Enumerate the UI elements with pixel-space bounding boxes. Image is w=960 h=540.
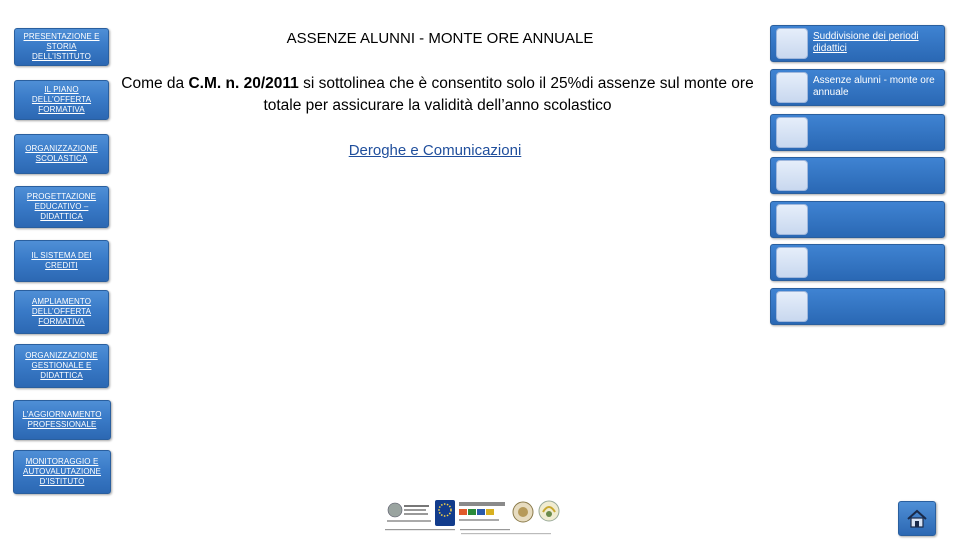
- eu-flag-logo: [435, 500, 455, 526]
- deroghe-link[interactable]: Deroghe e Comunicazioni: [348, 142, 522, 159]
- circular-reference: C.M. n. 20/2011: [188, 75, 299, 92]
- left-navigation: [0, 0, 120, 540]
- ministry-logo: [387, 500, 431, 526]
- right-item-assenze[interactable]: [770, 69, 945, 106]
- thumbnail-icon: [776, 160, 808, 191]
- nav-label: MONITORAGGIO E AUTOVALUTAZIONE D’ISTITUTO: [23, 457, 101, 486]
- right-item-6[interactable]: [770, 244, 945, 281]
- thumbnail-icon: [776, 204, 808, 235]
- nav-label: ORGANIZZAZIONE SCOLASTICA: [25, 144, 98, 163]
- text-suffix: si sottolinea che è consentito solo il 25%di assenze sul monte ore totale per assicurare la validità dell’anno scolastico: [263, 75, 754, 114]
- nav-label: IL PIANO DELL’OFFERTA FORMATIVA: [31, 85, 92, 114]
- nav-organizzazione-scolastica[interactable]: [14, 134, 109, 174]
- main-paragraph: [110, 73, 765, 117]
- right-item-label: Suddivisione dei periodi didattici: [813, 31, 919, 54]
- nav-label: PRESENTAZIONE E STORIA DELL’ISTITUTO: [23, 32, 100, 61]
- thumbnail-icon: [776, 28, 808, 59]
- thumbnail-icon: [776, 72, 808, 103]
- nav-presentazione[interactable]: [14, 28, 109, 66]
- nav-progettazione[interactable]: [14, 186, 109, 228]
- right-item-suddivisione[interactable]: [770, 25, 945, 62]
- nav-piano-offerta[interactable]: [14, 80, 109, 120]
- home-button[interactable]: [898, 501, 936, 536]
- pon-logo-icon: [459, 500, 507, 526]
- nav-label: IL SISTEMA DEI CREDITI: [31, 251, 92, 270]
- nav-aggiornamento[interactable]: [13, 400, 111, 440]
- right-item-label: Assenze alunni - monte ore annuale: [813, 75, 935, 98]
- page-title: ASSENZE ALUNNI - MONTE ORE ANNUALE: [286, 30, 594, 47]
- republic-emblem-icon: [387, 500, 431, 526]
- fine-print-lines: [385, 528, 565, 536]
- thumbnail-icon: [776, 291, 808, 322]
- nav-monitoraggio[interactable]: [13, 450, 111, 494]
- seal-icon: [511, 500, 535, 526]
- quality-logo: [537, 500, 563, 526]
- home-icon: [906, 509, 928, 529]
- nav-label: AMPLIAMENTO DELL’OFFERTA FORMATIVA: [31, 297, 92, 326]
- school-seal-logo: [511, 500, 535, 526]
- nav-label: PROGETTAZIONE EDUCATIVO – DIDATTICA: [26, 192, 97, 221]
- nav-label: ORGANIZZAZIONE GESTIONALE E DIDATTICA: [25, 351, 98, 380]
- sponsor-logos: [385, 498, 565, 538]
- thumbnail-icon: [776, 117, 808, 148]
- nav-organizzazione-gestionale[interactable]: [14, 344, 109, 388]
- nav-sistema-crediti[interactable]: [14, 240, 109, 282]
- right-item-4[interactable]: [770, 157, 945, 194]
- nav-ampliamento[interactable]: [14, 290, 109, 334]
- thumbnail-icon: [776, 247, 808, 278]
- eu-stars-icon: [435, 500, 455, 526]
- right-item-3[interactable]: [770, 114, 945, 151]
- right-item-5[interactable]: [770, 201, 945, 238]
- text-prefix: Come da: [121, 75, 189, 92]
- logos-fine-print: [385, 528, 565, 537]
- quality-mark-icon: [537, 500, 563, 526]
- right-item-7[interactable]: [770, 288, 945, 325]
- fondi-europei-logo: [459, 500, 507, 526]
- nav-label: L’AGGIORNAMENTO PROFESSIONALE: [22, 410, 102, 429]
